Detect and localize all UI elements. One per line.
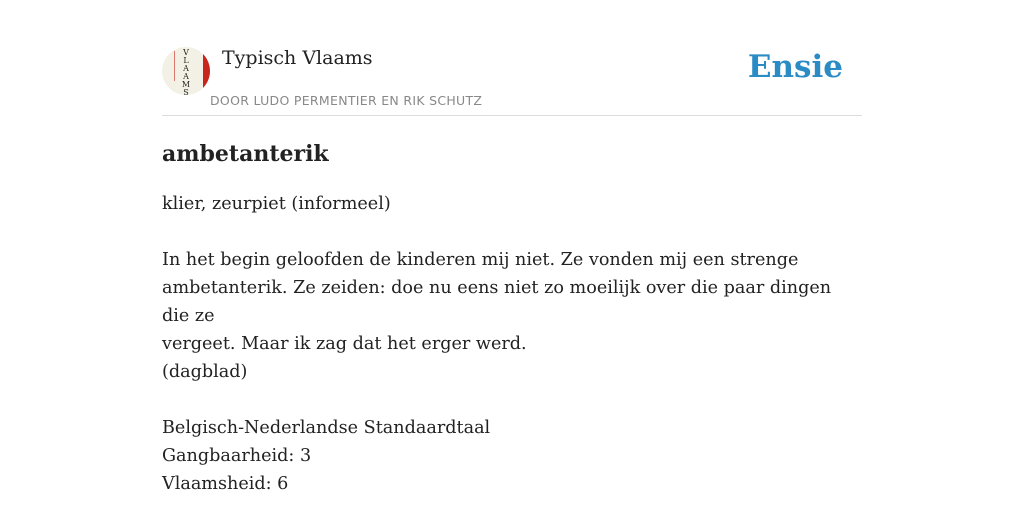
entry-content — [162, 138, 862, 498]
example-line: ambetanterik. Ze zeiden: doe nu eens niet zo moeilijk over die paar dingen die ze — [162, 278, 832, 326]
site-logo[interactable] — [162, 47, 210, 95]
entry-word: ambetanterik — [162, 141, 329, 167]
vlaamsheid: Vlaamsheid: 6 — [162, 474, 289, 494]
entry-definition: klier, zeurpiet (informeel) — [162, 194, 391, 214]
example-line: vergeet. Maar ik zag dat het erger werd. — [162, 334, 527, 354]
logo-letters: V L A A M S — [181, 48, 191, 95]
byline: DOOR LUDO PERMENTIER EN RIK SCHUTZ — [210, 93, 483, 108]
example-line: In het begin geloofden de kinderen mij niet. Ze vonden mij een strenge — [162, 250, 799, 270]
brand-logo[interactable]: Ensie — [747, 49, 843, 85]
entry-source: (dagblad) — [162, 362, 248, 382]
header — [162, 45, 862, 116]
language-variant: Belgisch-Nederlandse Standaardtaal — [162, 418, 491, 438]
gangbaarheid: Gangbaarheid: 3 — [162, 446, 312, 466]
site-title[interactable]: Typisch Vlaams — [222, 47, 373, 69]
logo-line — [174, 51, 175, 81]
entry-body — [162, 190, 862, 498]
logo-stripe — [203, 47, 210, 95]
